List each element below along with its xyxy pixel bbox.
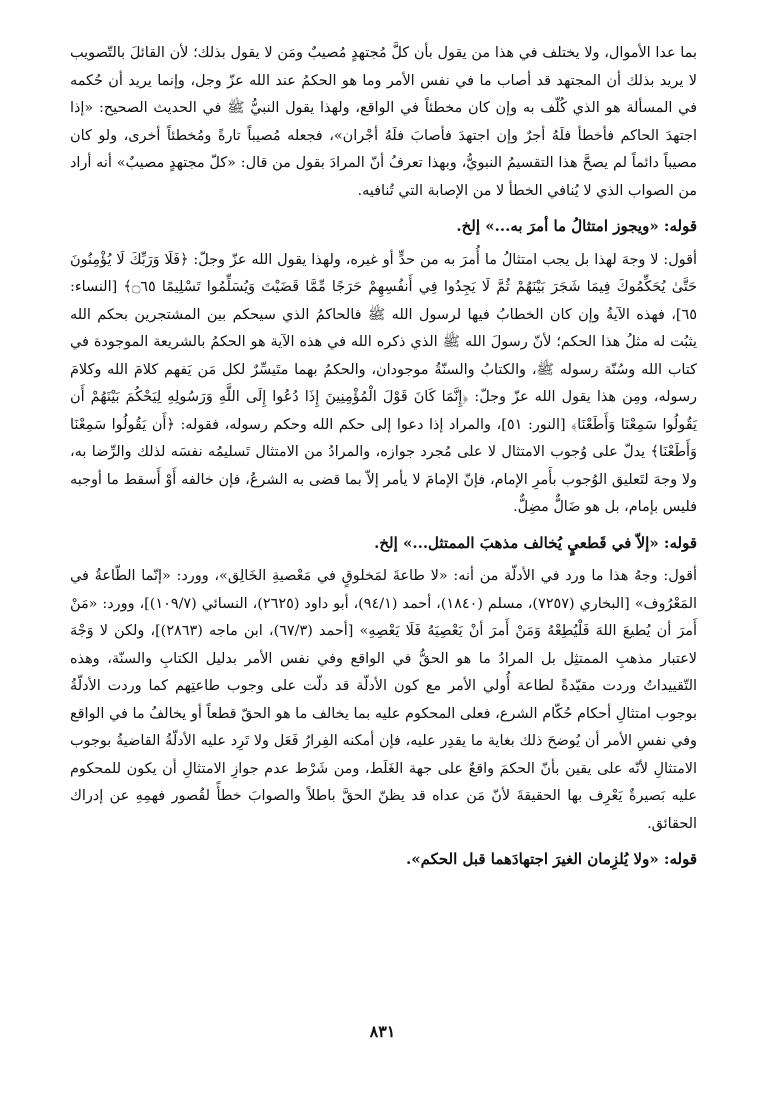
paragraph-section-1: أقول: لا وجهَ لهذا بل يجب امتثالُ ما أُمرَ به من حدٍّ أو غيره، ولهذا يقول الله عزّ وجلّ: ﴿فَلَا وَرَبِّكَ لَا يُؤْمِنُونَ حَتَّىٰ يُحَكِّمُوكَ فِيمَا شَجَرَ بَيْنَهُمْ ثُمَّ لَا يَجِدُوا فِي أَنفُسِهِمْ حَرَجًا مِّمَّا قَضَيْتَ وَيُسَلِّمُوا تَسْلِيمًا ۝٦٥﴾ [النساء: ٦٥]، فهذه الآيةُ وإن كان الخطابُ فيها لرسول الله ﷺ فالحاكمُ الذي سيحكم بين المشتجرين بحكم الله يثبُت له مثلُ هذا الحكم؛ لأنّ رسولَ الله ﷺ الذي ذكره الله في هذه الآية هو الحكمُ بالشريعة الموجودة في كتاب الله وسُنّة رسوله ﷺ، والكتابُ والسنّةُ موجودان، والحكمُ بهما متَيسِّرٌ لكل مَن يَفهم كلامَ الله وكلامَ رسوله، ومِن هذا يقول الله عزّ وجلّ: ﴿إِنَّمَا كَانَ قَوْلَ الْمُؤْمِنِينَ إِذَا دُعُوا إِلَى اللَّهِ وَرَسُولِهِ لِيَحْكُمَ بَيْنَهُمْ أَن يَقُولُوا سَمِعْنَا وَأَطَعْنَا﴾ [النور: ٥١]، والمراد إذا دعوا إلى حكم الله وحكم رسوله، فقوله: ﴿أَن يَقُولُوا سَمِعْنَا وَأَطَعْنَا﴾ يدلّ على وُجوب الامتثال لا على مُجرد جوازه، والمرادُ من الامتثال تَسليمُه نفسَه لذلك والرِّضا به، ولا وجهَ لتَعليق الوُجوب بأَمرِ الإمام، فإنّ الإمامَ لا يأمر إلاّ بما قضى به الشرعُ، فإن خالفه أَوْ أَسقط ما أوجبه فليس بإمام، بل هو ضَالٌّ مضِلٌّ. [70, 251, 697, 515]
section-heading-2: قوله: «إلاّ في قَطعيٍ يُخالف مذهبَ الممتثل...» إلخ. [374, 533, 697, 552]
section-heading-3: قوله: «ولا يُلزِمان الغيرَ اجتهادَهما قبل الحكم». [405, 850, 697, 868]
paragraph-section-2: أقول: وجهُ هذا ما ورد في الأدلّة من أنه: «لا طاعةَ لمَخلوقٍ في مَعْصيةِ الخَالِق»، وورد: «إنّما الطّاعةُ في المَعْرُوف» [البخاري (٧٢٥٧)، مسلم (١٨٤٠)، أحمد (٩٤/١)، أبو داود (٢٦٢٥)، النسائي (١٠٩/٧)]، وورد: «مَنْ أَمرَ أن يُطيعَ اللهَ فَلْيُطِعْهُ وَمَنْ أَمرَ أنْ يَعْصِيَهُ فَلَا يَعْصِهِ» [أحمد (٦٧/٣)، ابن ماجه (٢٨٦٣)]، ولكن لا وَجْهَ لاعتبار مذهبِ الممتثِل بل المرادُ ما هو الحقُّ في الواقع وفي نفس الأمر بدليل الكتابِ والسنّة، وهذه التّقييداتُ وردت مقيّدةً لطاعة أُولي الأمر مع كون الأدلّة قد دلّت على وجوب طاعتِهم كما وردت الأدلّةُ بوجوب امتثالِ أحكام حُكّام الشرع، فعلى المحكوم عليه بما يخالف ما هو الحقّ قطعاً أو يخالفُ ما في الواقع وفي نفسِ الأمر أن يُوضحَ ذلك بغاية ما يقدِر عليه، فإن أمكنه الفِرارُ فَعَل ولا تَرِد عليه الأدلّةُ القاضيةُ بوجوب الامتثالِ لأنّه على يقين بأنّ الحكمَ واقعٌ على جهة الغَلَط، ومن شَرْط عدم جوازِ الامتثالِ أن يكون للمحكوم عليه بَصيرةٌ يَعْرِف بها الحقيقةَ لأنّ مَن عداه قد يظنّ الحقَّ باطلاً والصوابَ خطأً لقُصور فهمِهِ عن إدراك الحقائق. [70, 568, 697, 832]
body-text [70, 40, 697, 874]
page-number: ٨٣١ [369, 1022, 396, 1041]
section-heading-1: قوله: «ويجوز امتثالُ ما أمرَ به...» إلخ. [456, 217, 697, 235]
paragraph-intro: بما عدا الأموال، ولا يختلف في هذا من يقول بأن كلَّ مُجتهدٍ مُصيبٌ ومَن لا يقول بذلك؛ لأن القائلَ بالتّصويب لا يريد بذلك أن المجتهد قد أصاب ما في نفس الأمر وما هو الحكمُ عند الله عزّ وجل، وإنما يريد أن حُكمه في المسألة هو الذي كُلّف به وإن كان مخطئاً في الواقع، ولهذا يقول النبيُّ ﷺ في الحديث الصحيح: «إذا اجتهدَ الحاكم فأخطأ فلَهُ أجرٌ وإن اجتهدَ فأصابَ فلَهُ أجْران»، فجعله مُصيباً تارةً ومُخطئاً أخرى، ولو كان مصيباً دائماً لم يصحَّ هذا التقسيمُ النبويُّ، وبهذا تعرفُ أنّ المرادَ بقول من قال: «كلّ مجتهدٍ مصيبٌ» أنه أراد من الصواب الذي لا يُنافي الخطأ لا من الإصابة التي تُنافيه. [70, 45, 697, 199]
